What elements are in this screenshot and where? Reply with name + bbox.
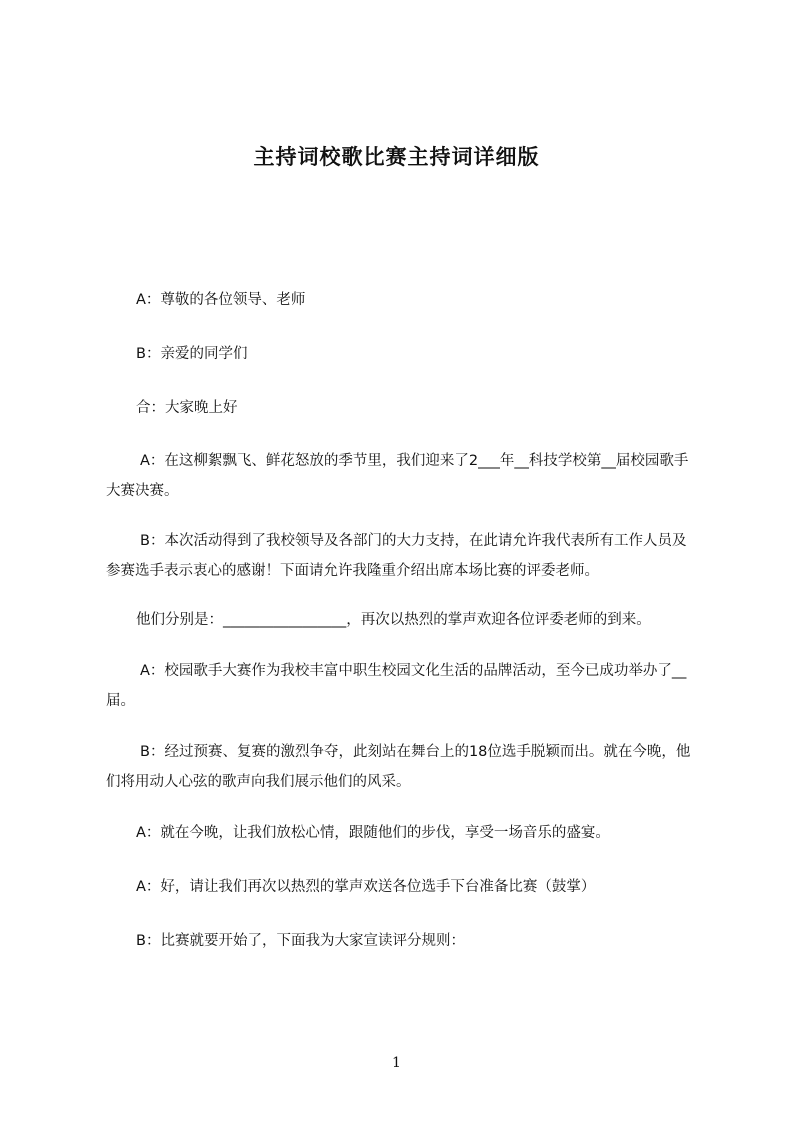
paragraph-1: A：尊敬的各位领导、老师 <box>136 292 306 308</box>
paragraph-10: A：好，请让我们再次以热烈的掌声欢送各位选手下台准备比赛（鼓掌） <box>136 879 596 895</box>
paragraph-5: B：本次活动得到了我校领导及各部门的大力支持，在此请允许我代表所有工作人员及参赛选手表示衷心的感谢！下面请允许我隆重介绍出席本场比赛的评委老师。 <box>106 533 687 579</box>
document-title: 主持词校歌比赛主持词详细版 <box>253 145 540 169</box>
paragraph-4: A：在这柳絮飘飞、鲜花怒放的季节里，我们迎来了2___年__科技学校第__届校园歌手大赛决赛。 <box>106 453 689 499</box>
paragraph-9: A：就在今晚，让我们放松心情，跟随他们的步伐，享受一场音乐的盛宴。 <box>136 825 610 841</box>
paragraph-8: B：经过预赛、复赛的激烈争夺，此刻站在舞台上的18位选手脱颖而出。就在今晚，他们将用动人心弦的歌声向我们展示他们的风采。 <box>106 744 691 790</box>
paragraph-3: 合：大家晚上好 <box>136 400 238 416</box>
page-number: 1 <box>392 1055 401 1071</box>
paragraph-11: B：比赛就要开始了，下面我为大家宣读评分规则： <box>136 933 465 949</box>
paragraph-6: 他们分别是：_________________，再次以热烈的掌声欢迎各位评委老师的到来。 <box>136 612 651 628</box>
paragraph-7: A：校园歌手大赛作为我校丰富中职生校园文化生活的品牌活动，至今已成功举办了__届。 <box>106 663 687 709</box>
paragraph-2: B：亲爱的同学们 <box>136 346 248 362</box>
